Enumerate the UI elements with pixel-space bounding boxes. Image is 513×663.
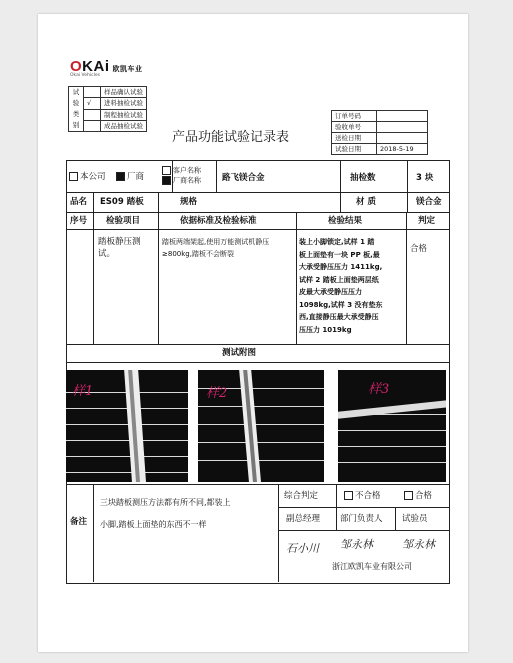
option-fail: 不合格 bbox=[344, 491, 381, 501]
handwritten-mark-2: 样2 bbox=[206, 386, 228, 401]
header-judge: 判定 bbox=[418, 216, 436, 226]
material-value: 镁合金 bbox=[416, 197, 442, 207]
info-value bbox=[377, 133, 428, 144]
handwritten-mark-1: 样1 bbox=[72, 384, 94, 399]
check-mark: √ bbox=[84, 98, 101, 109]
test-photo-1 bbox=[66, 370, 188, 482]
checkbox-checked bbox=[116, 172, 125, 181]
header-item: 检验项目 bbox=[106, 216, 141, 226]
overall-judge-label: 综合判定 bbox=[284, 491, 319, 501]
test-photo-2 bbox=[198, 370, 324, 482]
category-2: 进料抽检试验 bbox=[101, 98, 147, 109]
checkbox-checked bbox=[162, 176, 171, 185]
test-date: 2018-5-19 bbox=[377, 144, 428, 155]
footer-company: 浙江欧凯车业有限公司 bbox=[332, 562, 412, 571]
info-label: 验收单号 bbox=[332, 122, 377, 133]
side-label: 试验类别 bbox=[69, 87, 84, 132]
name-label: 品名 bbox=[70, 197, 88, 207]
option-customer: 客户名称 bbox=[162, 166, 201, 176]
option-vendor: 厂商 bbox=[116, 172, 144, 182]
test-category-box bbox=[68, 86, 147, 132]
signature-gm: 石小川 bbox=[286, 542, 319, 555]
info-value bbox=[377, 111, 428, 122]
option-pass: 合格 bbox=[404, 491, 432, 501]
test-item: 踏板静压测 试。 bbox=[98, 237, 141, 259]
checkbox bbox=[162, 166, 171, 175]
material-label: 材 质 bbox=[356, 197, 376, 207]
option-vendor-name: 厂商名称 bbox=[162, 176, 201, 186]
option-own-company: 本公司 bbox=[69, 172, 106, 182]
header-result: 检验结果 bbox=[328, 216, 363, 226]
info-box bbox=[331, 110, 428, 155]
vendor-name: 路飞镁合金 bbox=[222, 173, 265, 183]
signature-dept: 邹永林 bbox=[340, 538, 373, 551]
name-value: ES09 踏板 bbox=[100, 197, 144, 207]
signer-tester-label: 试验员 bbox=[402, 514, 428, 524]
checkbox bbox=[69, 172, 78, 181]
logo-sub: Okai Vehicles bbox=[70, 73, 100, 78]
info-label: 订单号码 bbox=[332, 111, 377, 122]
test-result: 装上小脚锁定,试样 1 踏 板上面垫有一块 PP 板,最 大承受静压压力 1411kg, 试样 2 踏板上面垫两层纸 皮最大承受静压压力 1098kg,试样 3 没有垫东 西,直接静压最大承受静压 压压力 1019kg bbox=[299, 238, 383, 334]
company-logo: OKAi 欧凯车业 Okai Vehicles bbox=[70, 58, 143, 78]
category-1: 样品确认试验 bbox=[101, 87, 147, 98]
signer-gm-label: 副总经理 bbox=[286, 514, 321, 524]
remark-label: 备注 bbox=[70, 517, 88, 527]
category-3: 制程抽检试验 bbox=[101, 109, 147, 120]
category-4: 成品抽检试验 bbox=[101, 120, 147, 131]
judge-result: 合格 bbox=[410, 244, 428, 254]
logo-text: KAi bbox=[82, 58, 110, 75]
document-page bbox=[38, 14, 468, 652]
checkbox bbox=[404, 491, 413, 500]
header-std: 依据标准及检验标准 bbox=[180, 216, 257, 226]
qty-value: 3 块 bbox=[416, 173, 434, 183]
header-no: 序号 bbox=[70, 216, 88, 226]
test-standard: 踏板两端架起,使用万能测试机静压 ≥800kg,踏板不会断裂 bbox=[162, 238, 270, 258]
info-value bbox=[377, 122, 428, 133]
qty-label: 抽检数 bbox=[350, 173, 376, 183]
checkbox bbox=[344, 491, 353, 500]
page-title: 产品功能试验记录表 bbox=[172, 130, 290, 145]
info-label: 送检日期 bbox=[332, 133, 377, 144]
signer-dept-label: 部门负责人 bbox=[340, 514, 383, 524]
logo-cn: 欧凯车业 bbox=[112, 66, 143, 73]
remark-text: 三块踏板测压方法都有所不同,都装上 小脚,踏板上面垫的东西不一样 bbox=[100, 498, 231, 529]
signature-tester: 邹永林 bbox=[402, 538, 435, 551]
handwritten-mark-3: 样3 bbox=[368, 382, 390, 397]
test-photo-3 bbox=[338, 370, 446, 482]
spec-label: 规格 bbox=[180, 197, 198, 207]
info-label: 试验日期 bbox=[332, 144, 377, 155]
photo-section-title: 测试附图 bbox=[222, 348, 257, 358]
